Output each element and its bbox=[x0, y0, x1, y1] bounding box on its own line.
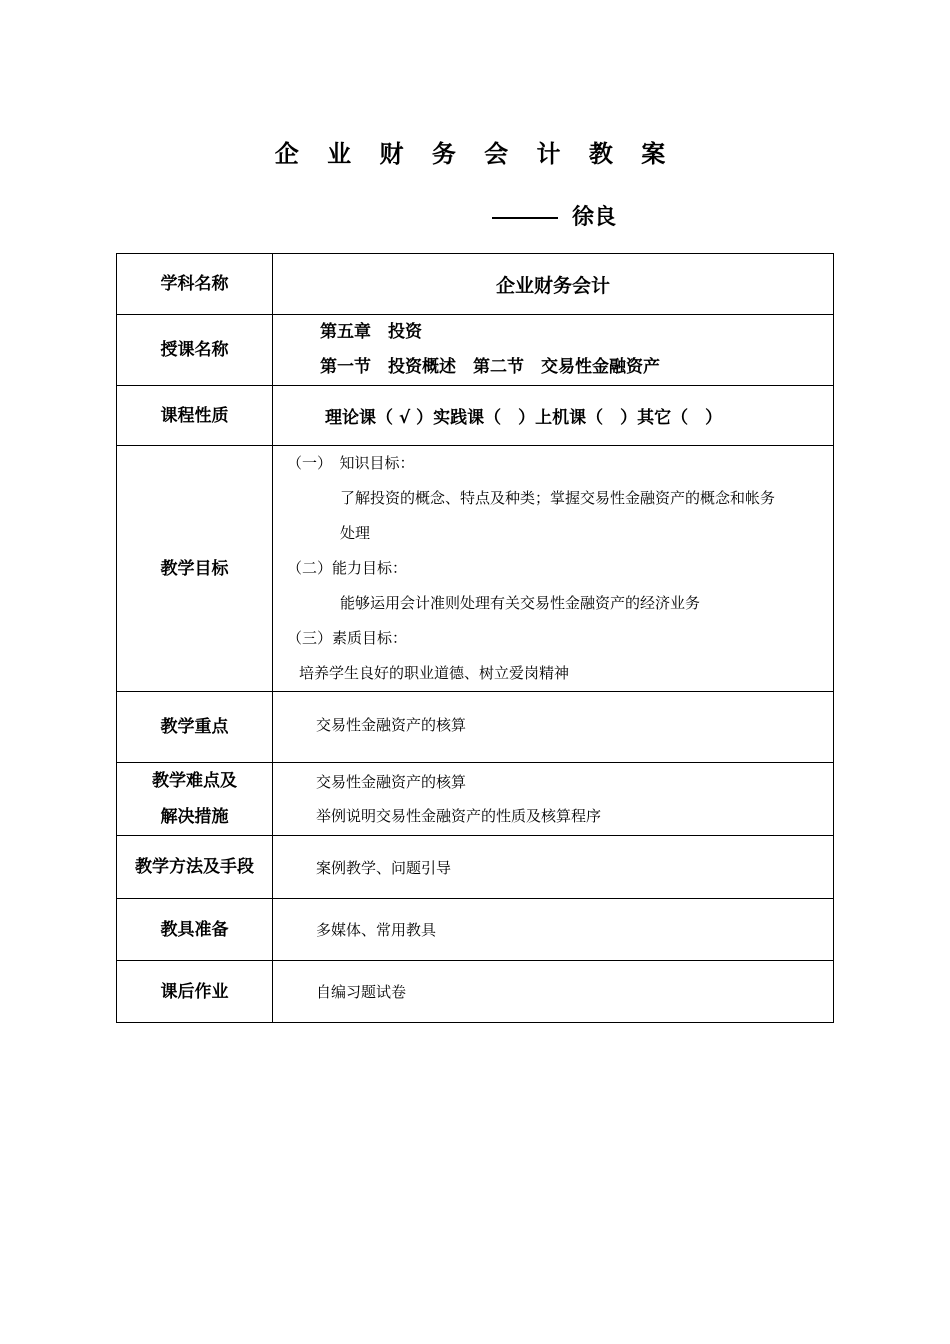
lesson-line-1: 第五章 投资 bbox=[320, 322, 422, 342]
subject-cell bbox=[273, 254, 834, 315]
row-homework bbox=[117, 961, 834, 1023]
difficulty-cell bbox=[273, 763, 834, 836]
quality-text: 培养学生良好的职业道德、树立爱岗精神 bbox=[299, 664, 570, 682]
method-cell bbox=[273, 836, 834, 899]
lesson-plan-table bbox=[116, 253, 834, 1023]
lesson-label: 授课名称 bbox=[117, 315, 273, 386]
author-dash bbox=[492, 217, 558, 219]
row-nature bbox=[117, 386, 834, 446]
homework-cell bbox=[273, 961, 834, 1023]
row-tools bbox=[117, 899, 834, 961]
nature-value: 理论课（ √ ）实践课（ ）上机课（ ）其它（ ） bbox=[325, 408, 723, 428]
author-line bbox=[492, 200, 616, 231]
method-label: 教学方法及手段 bbox=[117, 836, 273, 899]
row-goals bbox=[117, 446, 834, 692]
goals-label: 教学目标 bbox=[117, 446, 273, 692]
knowledge-line-2: 处理 bbox=[340, 524, 371, 542]
lesson-cell bbox=[273, 315, 834, 386]
subject-label: 学科名称 bbox=[117, 254, 273, 315]
document-title: 企 业 财 务 会 计 教 案 bbox=[274, 140, 676, 168]
tools-cell bbox=[273, 899, 834, 961]
difficulty-line-1: 交易性金融资产的核算 bbox=[316, 773, 467, 791]
row-subject bbox=[117, 254, 834, 315]
knowledge-heading: （一） 知识目标： bbox=[287, 454, 415, 472]
lesson-line-2: 第一节 投资概述 第二节 交易性金融资产 bbox=[320, 357, 660, 377]
author-name: 徐良 bbox=[572, 205, 617, 230]
row-difficulty bbox=[117, 763, 834, 836]
knowledge-line-1: 了解投资的概念、特点及种类；掌握交易性金融资产的概念和帐务 bbox=[340, 489, 776, 507]
subject-value: 企业财务会计 bbox=[495, 274, 610, 297]
difficulty-label-line-1: 教学难点及 bbox=[152, 771, 237, 791]
difficulty-line-2: 举例说明交易性金融资产的性质及核算程序 bbox=[316, 807, 602, 825]
homework-label: 课后作业 bbox=[117, 961, 273, 1023]
goals-cell bbox=[273, 446, 834, 692]
nature-cell bbox=[273, 386, 834, 446]
ability-heading: （二）能力目标： bbox=[287, 559, 408, 577]
ability-text: 能够运用会计准则处理有关交易性金融资产的经济业务 bbox=[340, 594, 701, 612]
method-value: 案例教学、问题引导 bbox=[316, 858, 452, 877]
nature-label: 课程性质 bbox=[117, 386, 273, 446]
key-value: 交易性金融资产的核算 bbox=[316, 715, 467, 734]
key-label: 教学重点 bbox=[117, 692, 273, 763]
difficulty-label-line-2: 解决措施 bbox=[160, 807, 229, 827]
homework-value: 自编习题试卷 bbox=[316, 983, 407, 1001]
tools-label: 教具准备 bbox=[117, 899, 273, 961]
difficulty-label bbox=[117, 763, 273, 836]
row-method bbox=[117, 836, 834, 899]
row-key-points bbox=[117, 692, 834, 763]
quality-heading: （三）素质目标： bbox=[287, 629, 408, 647]
row-lesson bbox=[117, 315, 834, 386]
key-cell bbox=[273, 692, 834, 763]
tools-value: 多媒体、常用教具 bbox=[316, 921, 437, 939]
